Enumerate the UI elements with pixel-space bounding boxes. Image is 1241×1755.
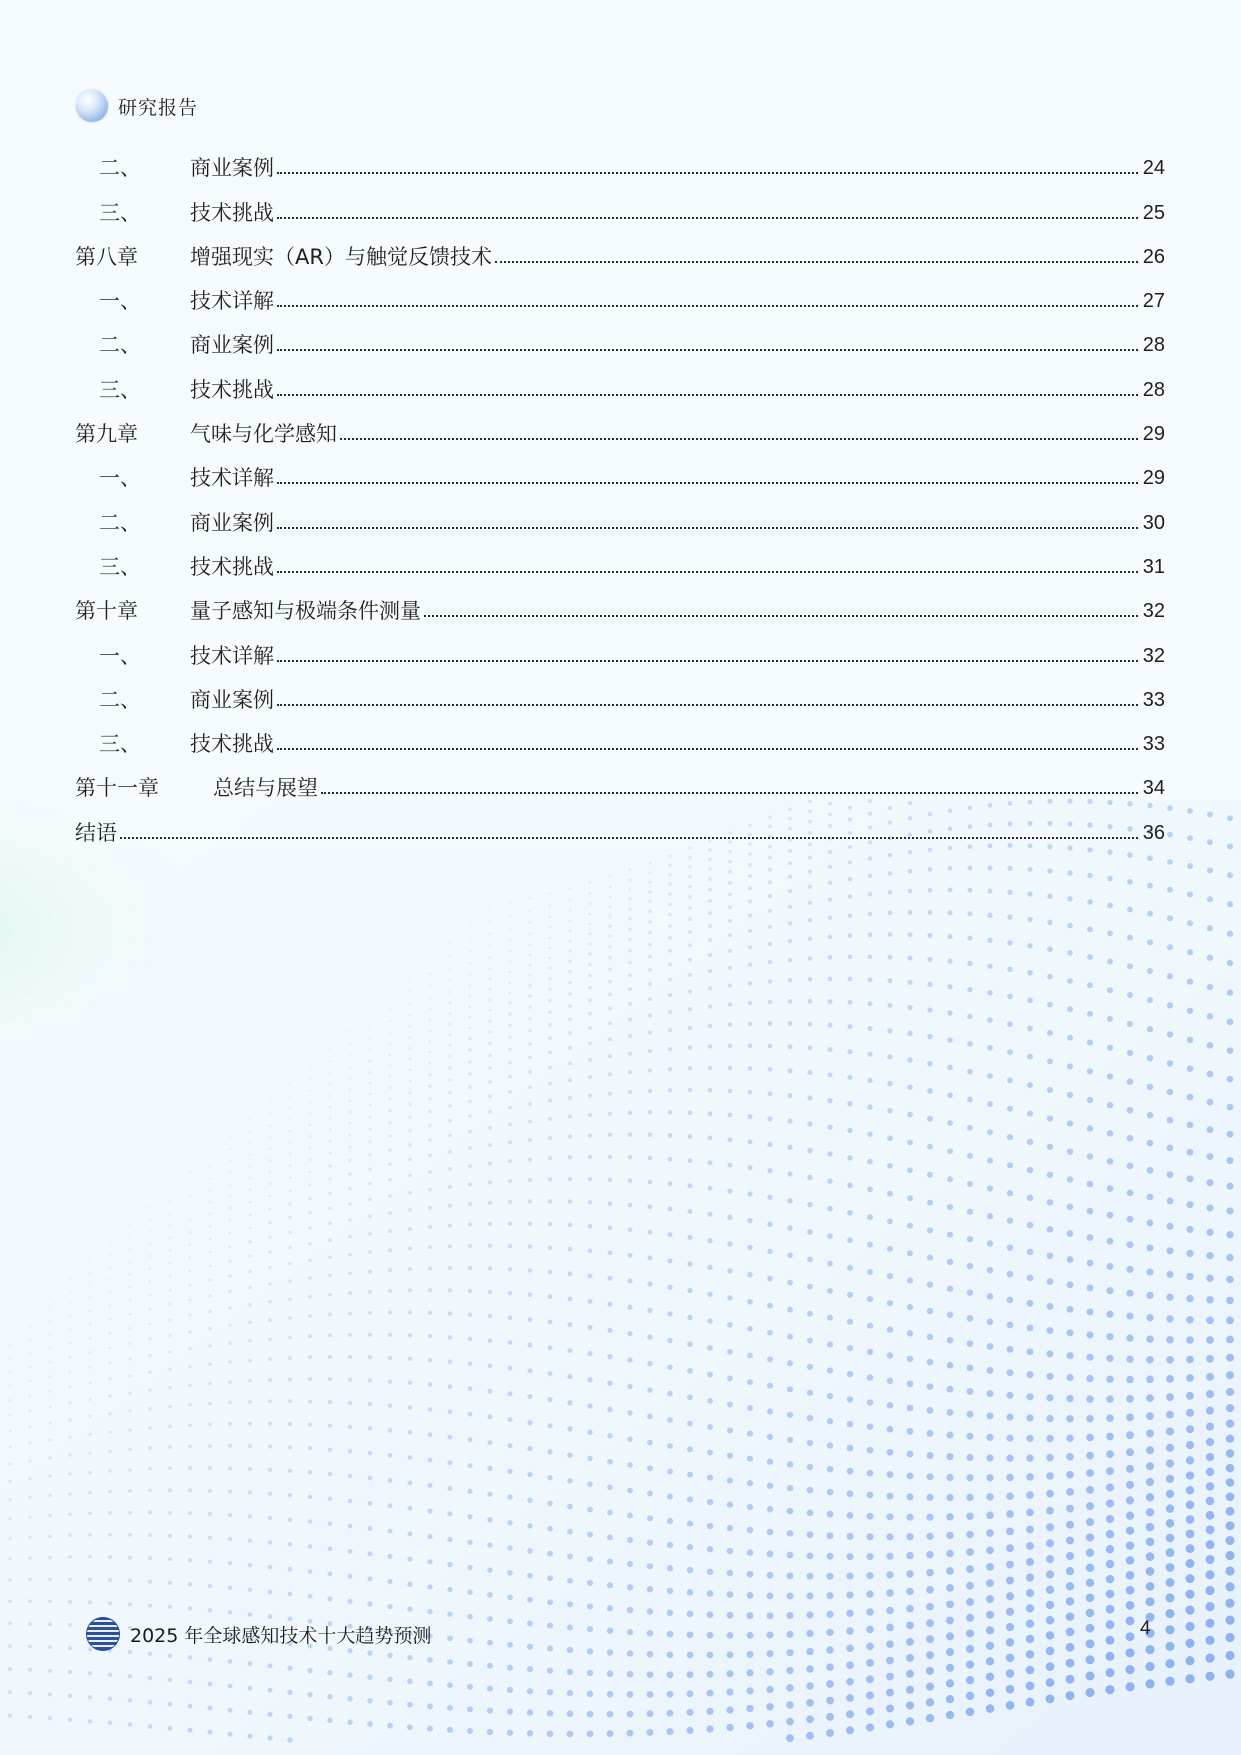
toc-entry-number: 二、	[99, 333, 141, 358]
toc-dot-leader	[120, 837, 1138, 839]
toc-entry-page: 32	[1142, 644, 1165, 667]
striped-globe-logo-icon	[86, 1617, 120, 1651]
toc-entry-page: 28	[1142, 334, 1165, 357]
toc-entry-title: 技术挑战	[190, 732, 274, 757]
toc-entry-number: 三、	[99, 200, 141, 225]
toc-entry-number: 第十章	[75, 599, 138, 624]
toc-entry-number: 一、	[99, 289, 141, 314]
toc-entry-page: 27	[1142, 290, 1165, 313]
toc-entry[interactable]	[75, 627, 1165, 671]
toc-entry[interactable]	[75, 229, 1165, 273]
toc-entry[interactable]	[75, 184, 1165, 228]
toc-dot-leader	[495, 261, 1138, 263]
toc-entry-number: 二、	[99, 156, 141, 181]
toc-dot-leader	[277, 217, 1138, 219]
toc-entry[interactable]	[75, 583, 1165, 627]
header-title: 研究报告	[118, 96, 199, 119]
toc-entry-page: 28	[1142, 378, 1165, 401]
toc-entry[interactable]	[75, 317, 1165, 361]
toc-dot-leader	[277, 349, 1138, 351]
toc-entry-title: 结语	[75, 820, 117, 845]
toc-entry-number: 一、	[99, 643, 141, 668]
toc-entry[interactable]	[75, 760, 1165, 804]
toc-entry-page: 29	[1142, 467, 1165, 490]
toc-dot-leader	[277, 305, 1138, 307]
toc-entry[interactable]	[75, 804, 1165, 848]
toc-entry-page: 30	[1142, 511, 1165, 534]
toc-entry-number: 二、	[99, 510, 141, 535]
toc-entry-page: 24	[1142, 157, 1165, 180]
toc-entry-title: 技术挑战	[190, 554, 274, 579]
toc-entry-number: 三、	[99, 377, 141, 402]
toc-dot-leader	[277, 527, 1138, 529]
toc-entry-title: 气味与化学感知	[190, 422, 337, 447]
toc-entry-title: 技术详解	[190, 466, 274, 491]
report-footer	[86, 1617, 431, 1651]
footer-title: 2025 年全球感知技术十大趋势预测	[130, 1624, 432, 1647]
toc-entry-title: 商业案例	[190, 687, 274, 712]
toc-dot-leader	[340, 438, 1138, 440]
toc-entry-title: 商业案例	[190, 333, 274, 358]
toc-entry-page: 25	[1142, 201, 1165, 224]
toc-entry-title: 增强现实（AR）与触觉反馈技术	[190, 244, 492, 269]
toc-entry[interactable]	[75, 273, 1165, 317]
toc-dot-leader	[277, 704, 1138, 706]
toc-entry[interactable]	[75, 494, 1165, 538]
toc-entry[interactable]	[75, 539, 1165, 583]
toc-entry[interactable]	[75, 406, 1165, 450]
toc-entry[interactable]	[75, 672, 1165, 716]
toc-entry-page: 31	[1142, 555, 1165, 578]
toc-entry-page: 33	[1142, 688, 1165, 711]
toc-dot-leader	[277, 571, 1138, 573]
toc-entry-page: 29	[1142, 423, 1165, 446]
toc-entry-number: 第十一章	[75, 776, 159, 801]
table-of-contents	[75, 140, 1165, 849]
toc-entry-title: 技术挑战	[190, 377, 274, 402]
toc-entry-title: 技术详解	[190, 643, 274, 668]
toc-entry[interactable]	[75, 361, 1165, 405]
toc-dot-leader	[277, 482, 1138, 484]
toc-entry-number: 第九章	[75, 422, 138, 447]
toc-dot-leader	[277, 660, 1138, 662]
toc-dot-leader	[321, 792, 1138, 794]
toc-dot-leader	[277, 748, 1138, 750]
toc-entry[interactable]	[75, 716, 1165, 760]
toc-dot-leader	[277, 172, 1138, 174]
toc-entry-page: 34	[1142, 777, 1165, 800]
toc-entry-page: 26	[1142, 245, 1165, 268]
globe-logo-icon	[76, 90, 108, 122]
toc-entry-page: 36	[1142, 821, 1165, 844]
toc-entry-page: 33	[1142, 733, 1165, 756]
toc-entry-number: 第八章	[75, 244, 138, 269]
toc-entry-title: 量子感知与极端条件测量	[190, 599, 421, 624]
toc-entry-page: 32	[1142, 600, 1165, 623]
toc-entry-number: 二、	[99, 687, 141, 712]
toc-entry-title: 技术详解	[190, 289, 274, 314]
toc-entry-title: 技术挑战	[190, 200, 274, 225]
page-number: 4	[1140, 1618, 1151, 1639]
toc-entry-number: 三、	[99, 554, 141, 579]
report-header	[76, 90, 198, 122]
toc-entry-number: 三、	[99, 732, 141, 757]
toc-dot-leader	[424, 615, 1138, 617]
toc-entry-title: 商业案例	[190, 156, 274, 181]
toc-entry-title: 商业案例	[190, 510, 274, 535]
toc-entry-number: 一、	[99, 466, 141, 491]
toc-entry[interactable]	[75, 450, 1165, 494]
toc-entry-title: 总结与展望	[213, 776, 318, 801]
toc-dot-leader	[277, 394, 1138, 396]
toc-entry[interactable]	[75, 140, 1165, 184]
